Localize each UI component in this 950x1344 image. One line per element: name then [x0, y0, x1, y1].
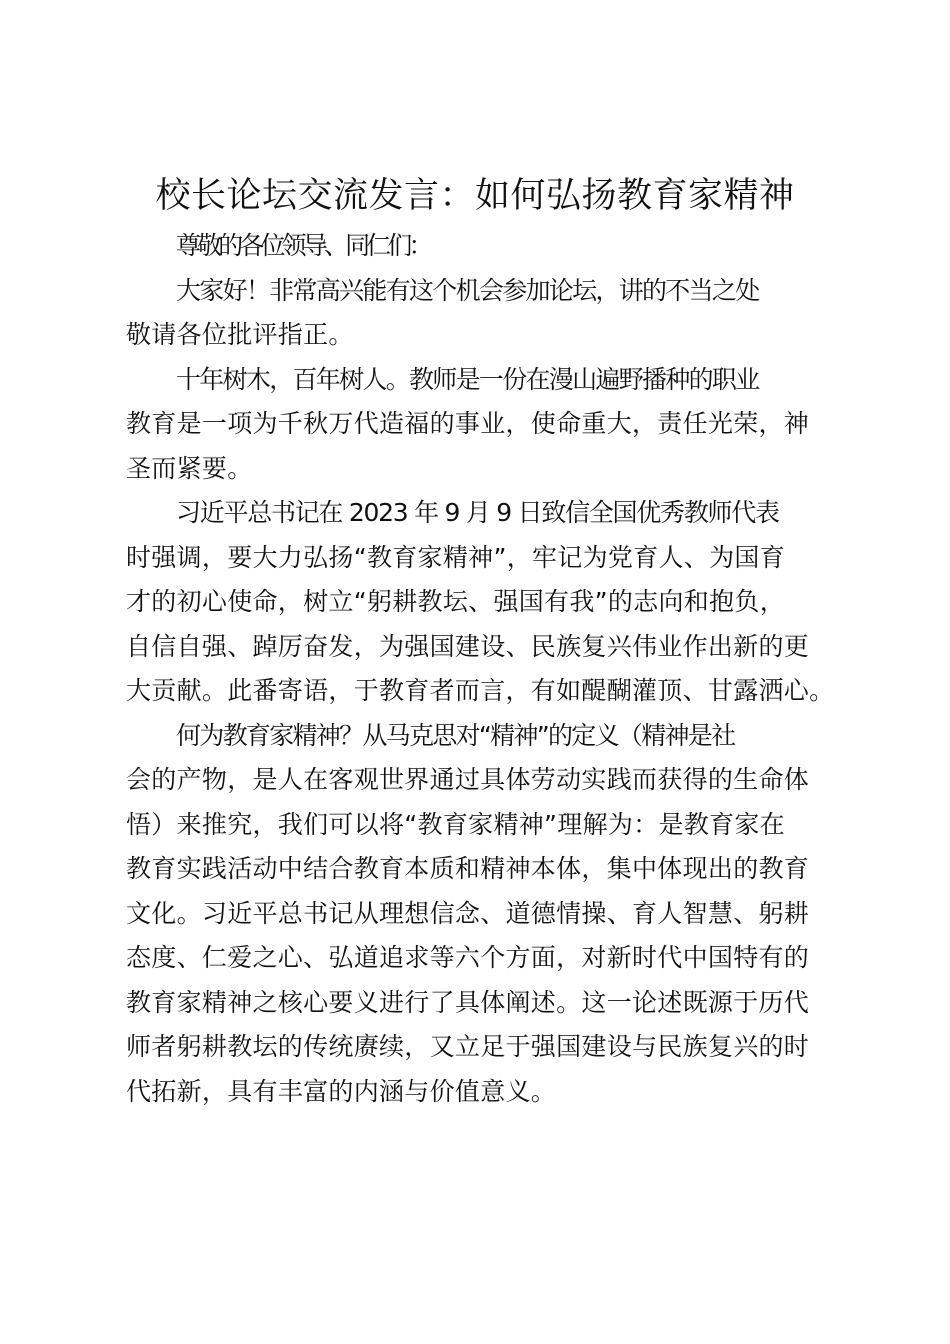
text-line: 悟）来推究，我们可以将“教育家精神”理解为：是教育家在 [126, 809, 786, 839]
text-line: 师者躬耕教坛的传统赓续，又立足于强国建设与民族复兴的时 [126, 1032, 810, 1061]
paragraph-letter [126, 491, 838, 714]
text-line: 文化。习近平总书记从理想信念、道德情操、育人智慧、躬耕 [126, 898, 810, 928]
text-line: 圣而紧要。 [126, 453, 253, 483]
salutation [126, 224, 838, 269]
paragraph-greeting [126, 269, 838, 358]
text-line: 何为教育家精神？从马克思对“精神”的定义（精神是社 [176, 720, 735, 750]
text-line: 大家好！非常高兴能有这个机会参加论坛，讲的不当之处 [176, 275, 759, 305]
text-line: 教育家精神之核心要义进行了具体阐述。这一论述既源于历代 [126, 987, 810, 1017]
text-line: 自信自强、踔厉奋发，为强国建设、民族复兴伟业作出新的更 [126, 631, 810, 661]
text-line: 态度、仁爱之心、弘道追求等六个方面，对新时代中国特有的 [126, 943, 810, 972]
text-line: 敬请各位批评指正。 [126, 320, 354, 349]
document-title: 校长论坛交流发言：如何弘扬教育家精神 [155, 176, 795, 216]
text-line: 会的产物，是人在客观世界通过具体劳动实践而获得的生命体 [126, 765, 810, 794]
text-line: 代拓新，具有丰富的内涵与价值意义。 [126, 1076, 557, 1106]
text-line: 教育实践活动中结合教育本质和精神本体，集中体现出的教育 [126, 854, 810, 883]
text-line: 时强调，要大力弘扬“教育家精神”，牢记为党育人、为国育 [126, 542, 786, 572]
text-line: 尊敬的各位领导、同仁们： [176, 231, 430, 260]
text-line: 才的初心使命，树立“躬耕教坛、强国有我”的志向和抱负， [126, 587, 786, 616]
document-body [126, 224, 838, 1114]
text-line: 习近平总书记在 2023 年 9 月 9 日致信全国优秀教师代表 [176, 498, 779, 527]
paragraph-definition [126, 714, 838, 1115]
paragraph-teacher-profession [126, 358, 838, 492]
text-line: 教育是一项为千秋万代造福的事业，使命重大，责任光荣，神 [126, 409, 810, 438]
text-line: 十年树木，百年树人。教师是一份在漫山遍野播种的职业 [176, 364, 759, 394]
text-line: 大贡献。此番寄语，于教育者而言，有如醍醐灌顶、甘露洒心。 [126, 676, 835, 705]
